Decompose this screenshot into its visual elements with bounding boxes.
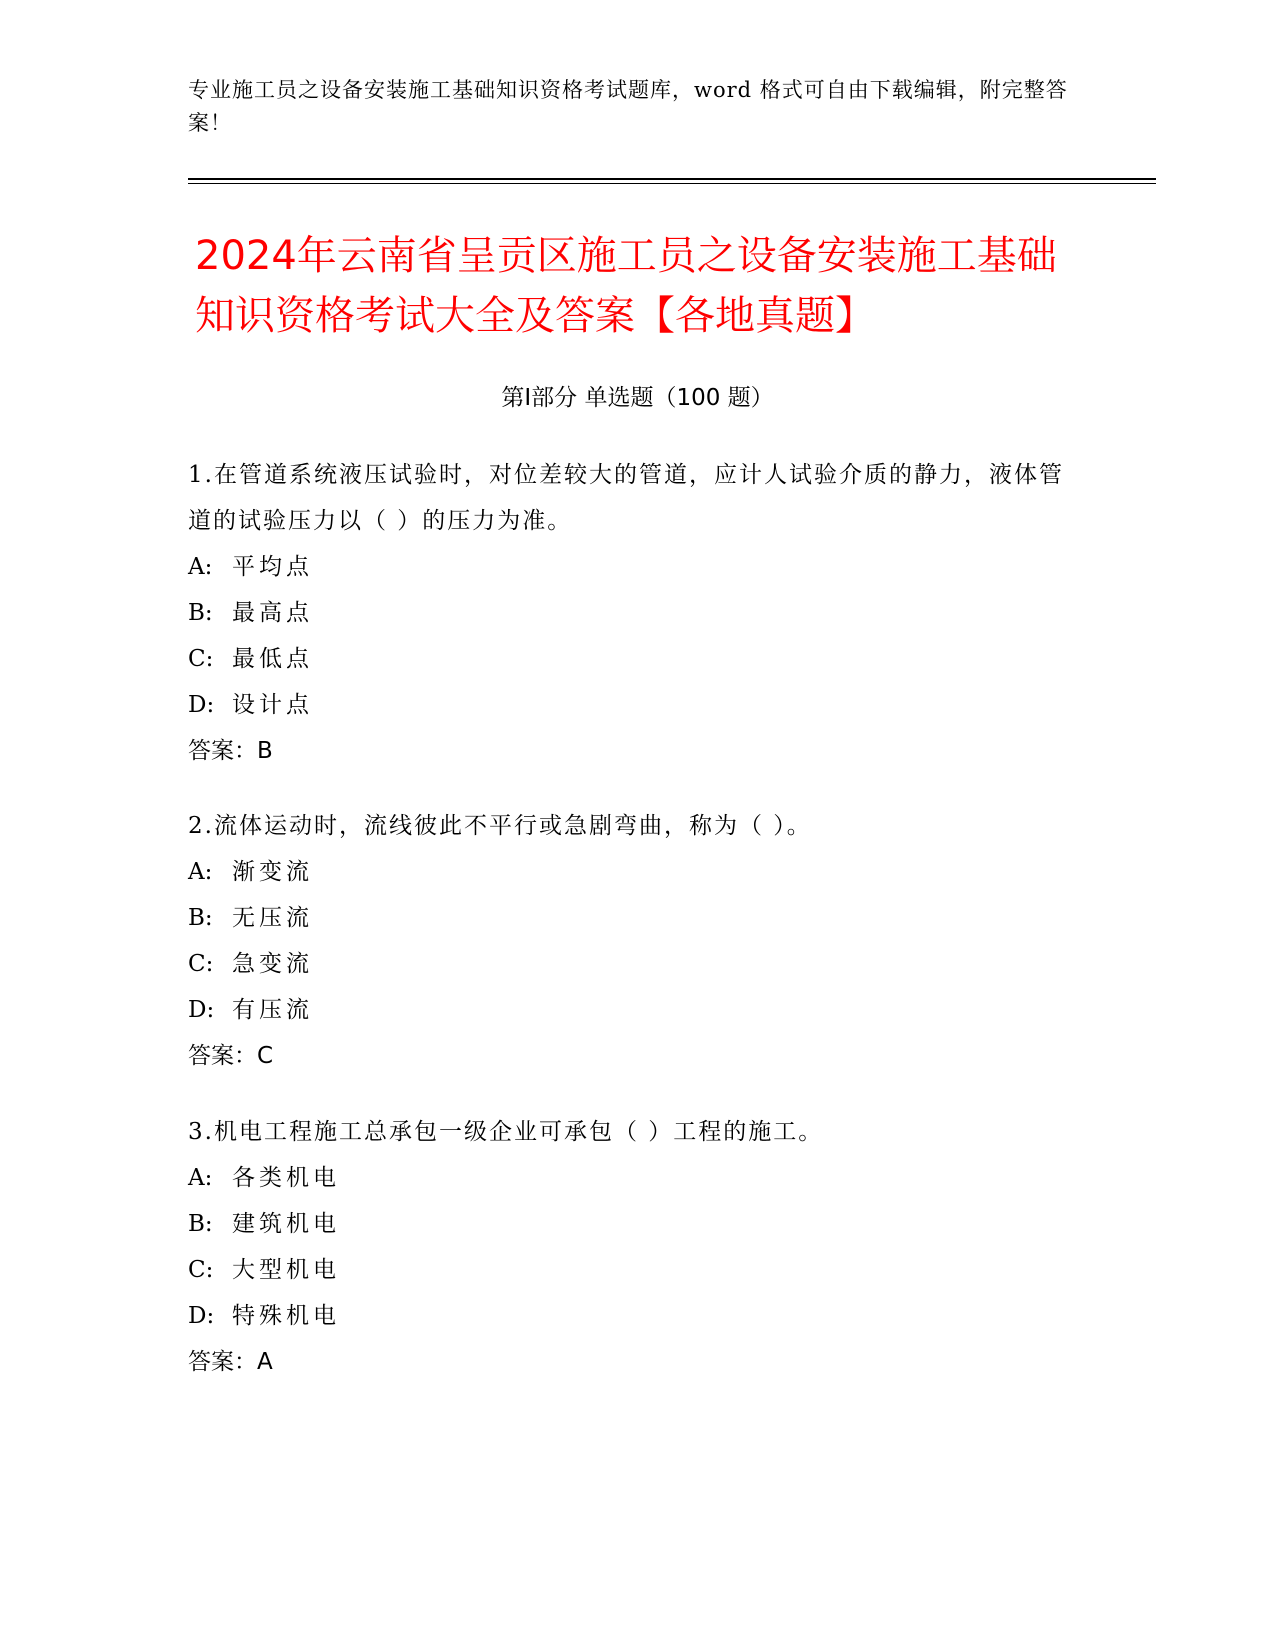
question-3 [188, 1109, 1068, 1385]
option-text: 最低点 [232, 646, 313, 672]
option-text: 建筑机电 [232, 1211, 340, 1237]
option-text: 急变流 [232, 951, 313, 977]
document-title: 2024年云南省呈贡区施工员之设备安装施工基础知识资格考试大全及答案【各地真题】 [195, 233, 1057, 339]
option-c [188, 941, 1068, 987]
option-letter: D: [188, 997, 215, 1023]
option-text: 最高点 [232, 600, 313, 626]
option-letter: A: [188, 859, 213, 885]
option-letter: B: [188, 1211, 213, 1237]
question-text: 1.在管道系统液压试验时，对位差较大的管道，应计人试验介质的静力，液体管道的试验压力以（ ）的压力为准。 [188, 462, 1064, 534]
option-letter: A: [188, 554, 213, 580]
option-text: 大型机电 [232, 1257, 340, 1283]
option-b [188, 895, 1068, 941]
option-letter: C: [188, 1257, 214, 1283]
question-2 [188, 803, 1068, 1079]
option-letter: B: [188, 905, 213, 931]
option-a [188, 544, 1068, 590]
option-d [188, 1293, 1068, 1339]
option-a [188, 849, 1068, 895]
section-title: 第Ⅰ部分 单选题（100 题） [501, 385, 774, 411]
option-a [188, 1155, 1068, 1201]
answer-line: 答案：C [188, 1043, 274, 1069]
option-text: 平均点 [232, 554, 313, 580]
option-text: 渐变流 [232, 859, 313, 885]
option-c [188, 1247, 1068, 1293]
option-letter: D: [188, 692, 215, 718]
option-c [188, 636, 1068, 682]
option-letter: D: [188, 1303, 215, 1329]
option-text: 无压流 [232, 905, 313, 931]
option-text: 有压流 [232, 997, 313, 1023]
option-letter: B: [188, 600, 213, 626]
answer-line: 答案：A [188, 1349, 273, 1375]
header-rule-thin [188, 183, 1156, 184]
option-text: 特殊机电 [232, 1303, 340, 1329]
option-letter: C: [188, 646, 214, 672]
option-b [188, 590, 1068, 636]
header-rule-thick [188, 178, 1156, 180]
option-b [188, 1201, 1068, 1247]
option-text: 设计点 [232, 692, 313, 718]
option-text: 各类机电 [232, 1165, 340, 1191]
header-note: 专业施工员之设备安装施工基础知识资格考试题库，word 格式可自由下载编辑，附完整答案！ [188, 78, 1068, 135]
option-letter: C: [188, 951, 214, 977]
answer-line: 答案：B [188, 738, 273, 764]
question-text: 3.机电工程施工总承包一级企业可承包（ ）工程的施工。 [188, 1119, 824, 1145]
question-1 [188, 452, 1068, 774]
option-letter: A: [188, 1165, 213, 1191]
question-text: 2.流体运动时，流线彼此不平行或急剧弯曲，称为（ ）。 [188, 813, 812, 839]
option-d [188, 987, 1068, 1033]
option-d [188, 682, 1068, 728]
